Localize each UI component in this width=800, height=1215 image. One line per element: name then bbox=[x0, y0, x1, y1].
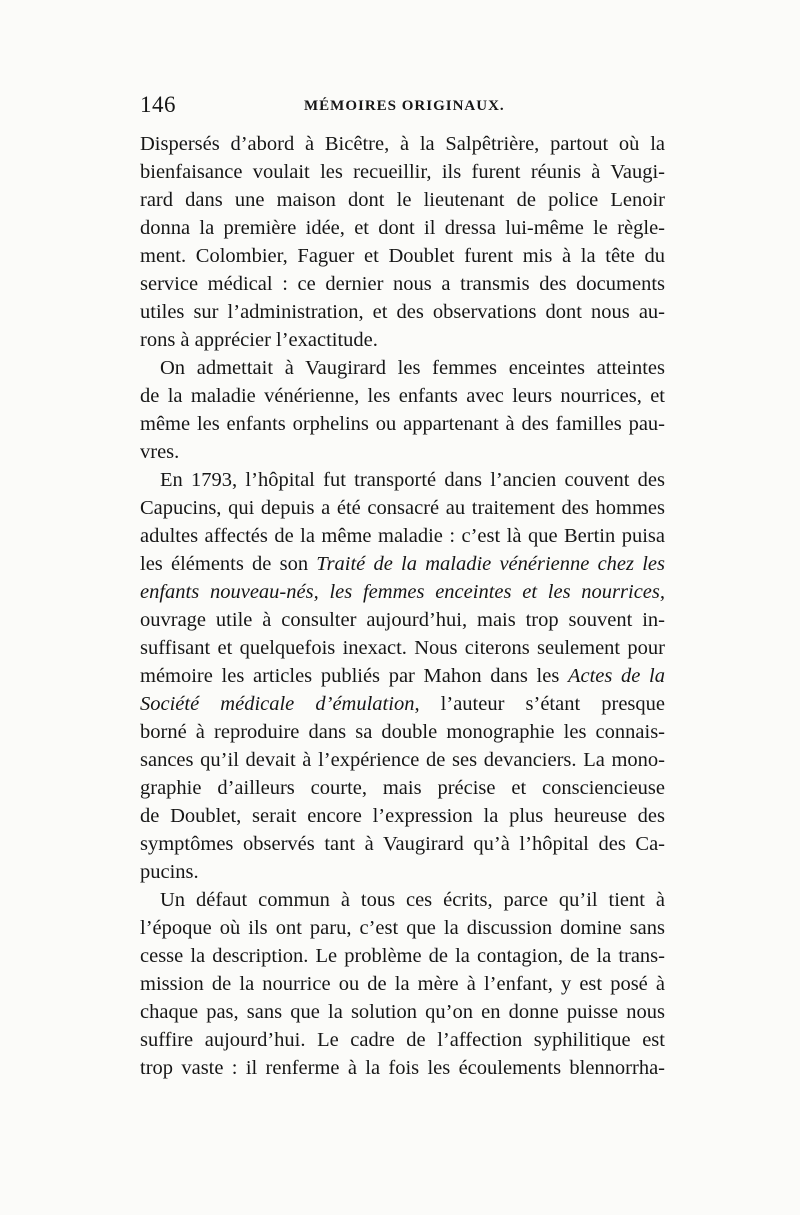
text-line: trop vaste : il renferme à la fois les écoulements blennorrha- bbox=[140, 1057, 665, 1079]
italic-title: Traité de la maladie vénérienne chez les bbox=[316, 553, 665, 575]
text-line: suffisant et quelquefois inexact. Nous citerons seulement pour bbox=[140, 637, 665, 659]
text-line: rard dans une maison dont le lieutenant de police Lenoir bbox=[140, 189, 665, 211]
text-line: sances qu’il devait à l’expérience de ses devanciers. La mono- bbox=[140, 749, 665, 771]
running-head bbox=[140, 92, 665, 122]
text-line: enfants nouveau-nés, les femmes enceintes et les nourrices, bbox=[140, 581, 665, 603]
text-line: symptômes observés tant à Vaugirard qu’à l’hôpital des Ca- bbox=[140, 833, 665, 855]
running-title: MÉMOIRES ORIGINAUX. bbox=[304, 98, 505, 114]
text-line: l’époque où ils ont paru, c’est que la discussion domine sans bbox=[140, 917, 665, 939]
text-line: En 1793, l’hôpital fut transporté dans l’ancien couvent des bbox=[160, 469, 665, 491]
text-line: même les enfants orphelins ou appartenant à des familles pau- bbox=[140, 413, 665, 435]
text-line: Dispersés d’abord à Bicêtre, à la Salpêtrière, partout où la bbox=[140, 133, 665, 155]
text-line: les éléments de son Traité de la maladie vénérienne chez les bbox=[140, 553, 665, 575]
text-line: mission de la nourrice ou de la mère à l’enfant, y est posé à bbox=[140, 973, 665, 995]
text-line: chaque pas, sans que la solution qu’on en donne puisse nous bbox=[140, 1001, 665, 1023]
text-line: mémoire les articles publiés par Mahon dans les Actes de la bbox=[140, 665, 665, 687]
body-text bbox=[140, 130, 665, 1082]
italic-title: Actes de la bbox=[567, 665, 665, 687]
text-line: pucins. bbox=[140, 861, 199, 883]
text-line: suffire aujourd’hui. Le cadre de l’affection syphilitique est bbox=[140, 1029, 665, 1051]
text-line: Capucins, qui depuis a été consacré au traitement des hommes bbox=[140, 497, 665, 519]
italic-title: Société médicale d’émulation bbox=[140, 693, 415, 715]
text-line: vres. bbox=[140, 441, 180, 463]
text-line: de la maladie vénérienne, les enfants avec leurs nourrices, et bbox=[140, 385, 665, 407]
text-line: On admettait à Vaugirard les femmes enceintes atteintes bbox=[160, 357, 665, 379]
text-line: donna la première idée, et dont il dressa lui-même le règle- bbox=[140, 217, 665, 239]
text-line: Un défaut commun à tous ces écrits, parce qu’il tient à bbox=[160, 889, 665, 911]
text-line: service médical : ce dernier nous a transmis des documents bbox=[140, 273, 665, 295]
text-line: Société médicale d’émulation, l’auteur s’étant presque bbox=[140, 693, 666, 715]
text-line: cesse la description. Le problème de la contagion, de la trans- bbox=[140, 945, 665, 967]
text-line: ouvrage utile à consulter aujourd’hui, mais trop souvent in- bbox=[140, 609, 665, 631]
text-line: bienfaisance voulait les recueillir, ils furent réunis à Vaugi- bbox=[140, 161, 665, 183]
text-line: graphie d’ailleurs courte, mais précise et consciencieuse bbox=[140, 777, 665, 799]
text-line: ment. Colombier, Faguer et Doublet furent mis à la tête du bbox=[140, 245, 665, 267]
text-line: adultes affectés de la même maladie : c’est là que Bertin puisa bbox=[140, 525, 665, 547]
text-line: borné à reproduire dans sa double monographie les connais- bbox=[140, 721, 665, 743]
text-line: de Doublet, serait encore l’expression la plus heureuse des bbox=[140, 805, 665, 827]
page-number: 146 bbox=[140, 92, 176, 117]
text-line: utiles sur l’administration, et des observations dont nous au- bbox=[140, 301, 665, 323]
text-line: rons à apprécier l’exactitude. bbox=[140, 329, 378, 351]
